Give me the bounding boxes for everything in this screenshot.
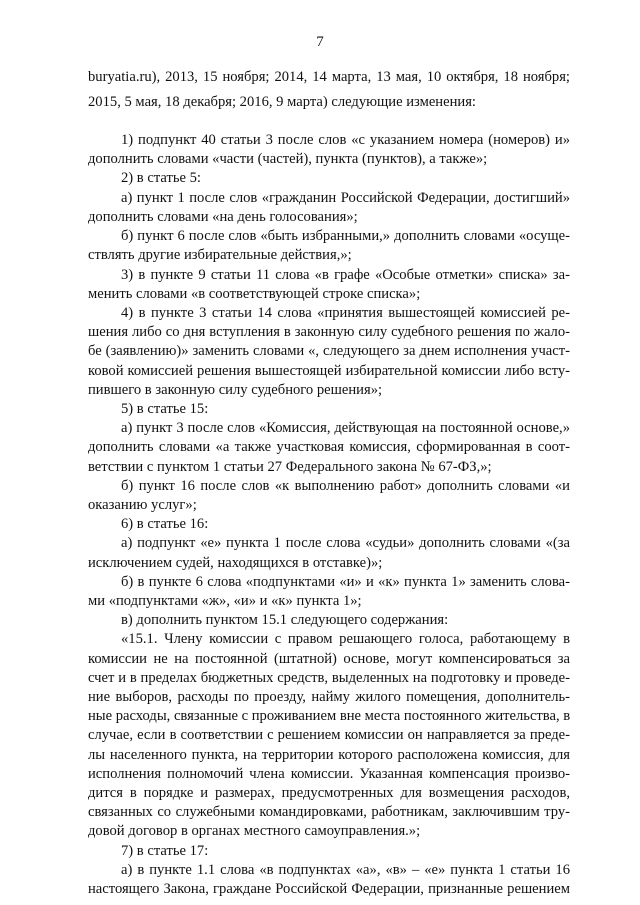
text-line: случае, если в соответствии с решением комиссии он направляется за преде- — [88, 727, 570, 743]
text-line: в) дополнить пунктом 15.1 следующего содержания: — [121, 612, 449, 628]
text-line: 3) в пункте 9 статьи 11 слова «в графе «Особые отметки» списка» за- — [121, 267, 570, 283]
text-line: 2015, 5 мая, 18 декабря; 2016, 9 марта) следующие изменения: — [88, 94, 476, 110]
text-line: а) в пункте 1.1 слова «в подпунктах «а», «в» – «е» пункта 1 статьи 16 — [121, 862, 570, 878]
text-line: дополнить словами «а также участковая комиссия, сформированная в соот- — [88, 439, 570, 455]
text-line: ные расходы, связанные с проживанием вне места постоянного жительства, в — [88, 708, 571, 724]
text-line: б) пункт 6 после слов «быть избранными,» дополнить словами «осуще- — [121, 228, 570, 244]
text-line: 4) в пункте 3 статьи 14 слова «принятия вышестоящей комиссией ре- — [121, 305, 570, 321]
text-line: ветствии с пунктом 1 статьи 27 Федерального закона № 67-ФЗ,»; — [88, 459, 492, 475]
text-line: «15.1. Члену комиссии с правом решающего голоса, работающему в — [121, 631, 570, 647]
text-line: а) подпункт «е» пункта 1 после слова «судьи» дополнить словами «(за — [121, 535, 570, 551]
text-line: ние выборов, расходы по проезду, найму жилого помещения, дополнитель- — [88, 689, 570, 705]
text-line: 6) в статье 16: — [121, 516, 209, 532]
text-line: дополнить словами «части (частей), пункта (пунктов), а также»; — [88, 151, 488, 167]
text-line: 7) в статье 17: — [121, 843, 209, 859]
text-line: ковой комиссией решения вышестоящей избирательной комиссии либо всту- — [88, 363, 570, 379]
text-line: ми «подпунктами «ж», «и» и «к» пункта 1»; — [88, 593, 362, 609]
text-line: бе (заявлению)» заменить словами «, следующего за днем исполнения участ- — [88, 343, 570, 359]
page-number: 7 — [316, 34, 324, 50]
text-line: а) пункт 3 после слов «Комиссия, действующая на постоянной основе,» — [121, 420, 570, 436]
text-line: дится в порядке и размерах, предусмотренных для возмещения расходов, — [88, 785, 570, 801]
text-line: 2) в статье 5: — [121, 170, 201, 186]
text-line: б) в пункте 6 слова «подпунктами «и» и «к» пункта 1» заменить слова- — [121, 574, 570, 590]
text-line: а) пункт 1 после слов «гражданин Российской Федерации, достигший» — [121, 190, 570, 206]
text-line: исполнения полномочий члена комиссии. Указанная компенсация произво- — [88, 766, 570, 782]
text-line: комиссии не на постоянной (штатной) основе, могут компенсироваться за — [88, 651, 570, 667]
text-line: лы населенного пункта, на территории которого расположена комиссия, для — [88, 747, 570, 763]
text-line: связанных со служебными командировками, работникам, заключившим тру- — [88, 804, 570, 820]
text-line: счет и в пределах бюджетных средств, выделенных на подготовку и проведе- — [88, 670, 570, 686]
text-line: шения либо со дня вступления в законную силу судебного решения по жало- — [88, 324, 570, 340]
text-line: дополнить словами «на день голосования»; — [88, 209, 358, 225]
text-line: довой договор в органах местного самоуправления.»; — [88, 823, 421, 839]
text-line: исключением судей, находящихся в отставке)»; — [88, 555, 383, 571]
text-line: 1) подпункт 40 статьи 3 после слов «с указанием номера (номеров) и» — [121, 132, 570, 148]
text-line: ствлять другие избирательные действия,»; — [88, 247, 352, 263]
text-line: пившего в законную силу судебного решения»; — [88, 382, 383, 398]
text-line: б) пункт 16 после слов «к выполнению работ» дополнить словами «и — [121, 478, 570, 494]
text-line: настоящего Закона, граждане Российской Федерации, признанные решением — [88, 881, 570, 897]
text-line: менить словами «в соответствующей строке списка»; — [88, 286, 421, 302]
text-line: buryatia.ru), 2013, 15 ноября; 2014, 14 марта, 13 мая, 10 октября, 18 ноября; — [88, 69, 570, 85]
text-line: 5) в статье 15: — [121, 401, 209, 417]
text-line: оказанию услуг»; — [88, 497, 197, 513]
